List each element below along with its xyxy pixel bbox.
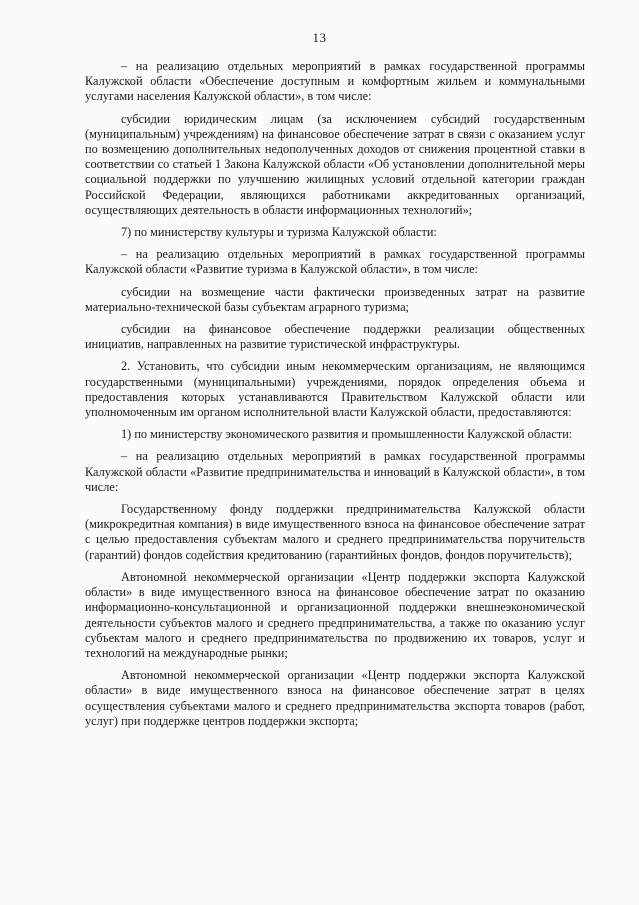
paragraph-agro-tourism-subsidies: субсидии на возмещение части фактически произведенных затрат на развитие материально-технической базы субъектам аграрного туризма;: [85, 284, 585, 314]
paragraph-public-initiatives-subsidies: субсидии на финансовое обеспечение поддержки реализации общественных инициатив, направленных на развитие туристической инфраструктуры.: [85, 322, 585, 352]
document-body: [85, 59, 585, 736]
paragraph-subsidies-legal-entities: субсидии юридическим лицам (за исключением субсидий государственным (муниципальным) учреждениям) на финансовое обеспечение затрат в связи с оказанием услуг по возмещению дополнительных недополученных доходов от снижения процентной ставки в соответствии со статьей 1 Закона Калужской области «Об установлении дополнительной меры социальной поддержки по улучшению жилищных условий отдельной категории граждан Российской Федерации, являющихся работниками аккредитованных организаций, осуществляющих деятельность в области информационных технологий»;: [85, 111, 585, 217]
page-number: 13: [312, 30, 327, 45]
paragraph-ministry-economic-development: 1) по министерству экономического развития и промышленности Калужской области:: [121, 427, 573, 442]
paragraph-housing-program: – на реализацию отдельных мероприятий в рамках государственной программы Калужской области «Обеспечение доступным и комфортным жильем и коммунальными услугами населения Калужской области», в том числе:: [85, 59, 585, 104]
paragraph-section-2: 2. Установить, что субсидии иным некоммерческим организациям, не являющимся государственными (муниципальными) учреждениями, порядок определения объема и предоставления которых устанавливаются Правительством Калужской области или уполномоченным им органом исполнительной власти Калужской области, предоставляются:: [85, 359, 585, 420]
paragraph-tourism-program: – на реализацию отдельных мероприятий в рамках государственной программы Калужской области «Развитие туризма в Калужской области», в том числе:: [85, 247, 585, 277]
paragraph-entrepreneurship-program: – на реализацию отдельных мероприятий в рамках государственной программы Калужской области «Развитие предпринимательства и инноваций в Калужской области», в том числе:: [85, 449, 585, 494]
paragraph-ministry-culture-tourism: 7) по министерству культуры и туризма Калужской области:: [121, 225, 437, 240]
paragraph-state-support-fund: Государственному фонду поддержки предпринимательства Калужской области (микрокредитная компания) в виде имущественного взноса на финансовое обеспечение затрат с целью предоставления субъектам малого и среднего предпринимательства поручительств (гарантий) фондов содействия кредитованию (гарантийных фондов, фондов поручительств);: [85, 502, 585, 562]
paragraph-export-center-consulting: Автономной некоммерческой организации «Центр поддержки экспорта Калужской области» в виде имущественного взноса на финансовое обеспечение затрат по оказанию информационно-консультационной и организационной поддержки внешнеэкономической деятельности субъектов малого и среднего предпринимательства, а также по оказанию услуг субъектам малого и среднего предпринимательства по продвижению их товаров, услуг и технологий на международные рынки;: [85, 569, 585, 660]
paragraph-export-center-export: Автономной некоммерческой организации «Центр поддержки экспорта Калужской области» в виде имущественного взноса на финансовое обеспечение затрат в целях осуществления субъектами малого и среднего предпринимательства экспорта товаров (работ, услуг) при поддержке центров поддержки экспорта;: [85, 668, 585, 728]
